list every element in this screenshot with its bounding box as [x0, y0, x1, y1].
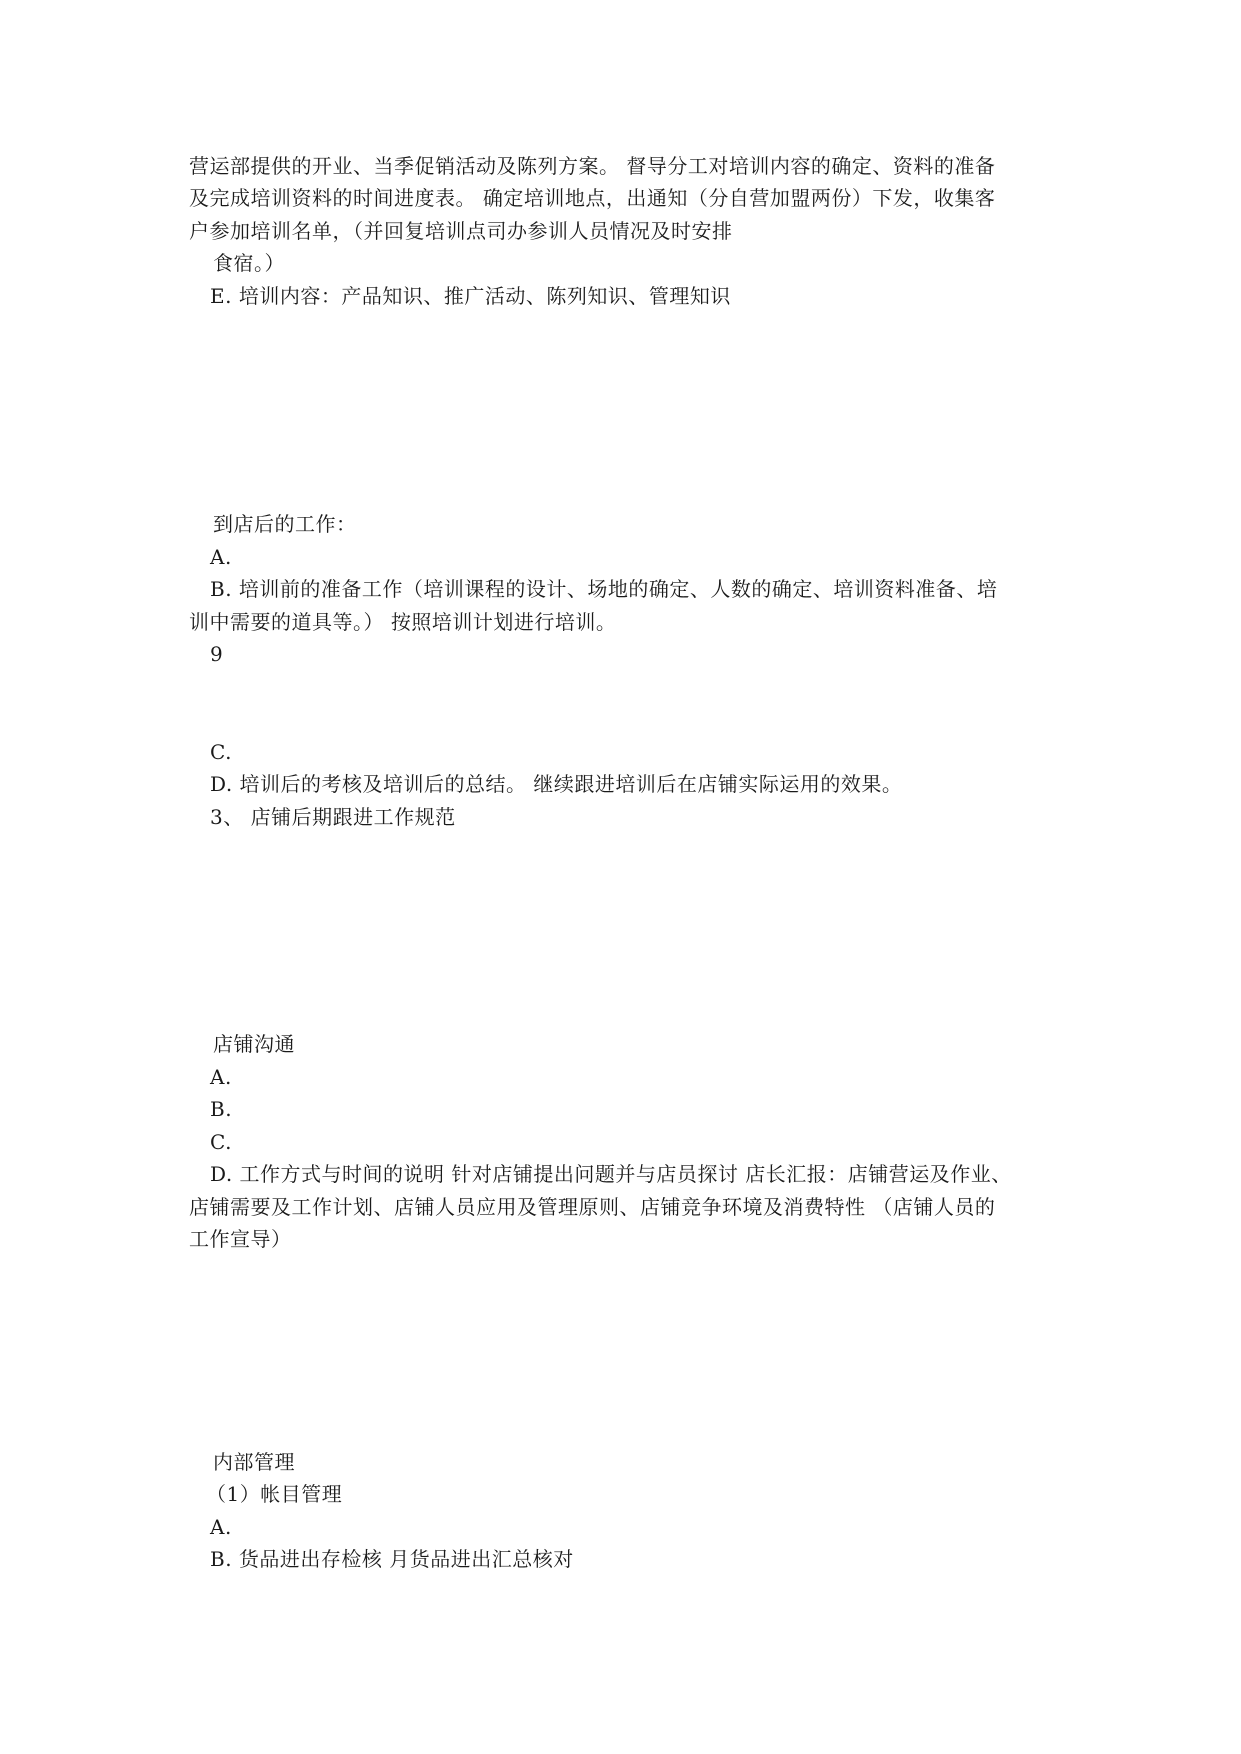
list-item-b: B. [210, 1097, 233, 1121]
text-line: 工作宣导） [189, 1227, 292, 1251]
list-item-d: D. 培训后的考核及培训后的总结。 继续跟进培训后在店铺实际运用的效果。 [210, 772, 903, 796]
section-heading: 内部管理 [213, 1450, 295, 1474]
section-heading: 店铺沟通 [213, 1032, 295, 1056]
text-line: 店铺需要及工作计划、店铺人员应用及管理原则、店铺竞争环境及消费特性 （店铺人员的 [189, 1195, 996, 1219]
list-item-c: C. [210, 740, 232, 764]
section-heading: 到店后的工作： [213, 512, 357, 536]
list-item-c: C. [210, 1130, 232, 1154]
list-item-b: B. 培训前的准备工作（培训课程的设计、场地的确定、人数的确定、培训资料准备、培 [210, 577, 998, 601]
list-item-e: E. 培训内容：产品知识、推广活动、陈列知识、管理知识 [210, 284, 731, 308]
list-item-b: B. 货品进出存检核 月货品进出汇总核对 [210, 1547, 574, 1571]
text-line: 营运部提供的开业、当季促销活动及陈列方案。 督导分工对培训内容的确定、资料的准备 [189, 154, 996, 178]
text-line: 户参加培训名单，（并回复培训点司办参训人员情况及时安排 [189, 219, 733, 243]
subsection-heading: （1）帐目管理 [206, 1482, 343, 1506]
text-line: 及完成培训资料的时间进度表。 确定培训地点，出通知（分自营加盟两份）下发，收集客 [189, 186, 996, 210]
list-item-a: A. [210, 1065, 232, 1089]
text-line: 训中需要的道具等。） 按照培训计划进行培训。 [189, 610, 617, 634]
list-item-a: A. [210, 545, 232, 569]
section-heading: 3、 店铺后期跟进工作规范 [210, 805, 456, 829]
page-number: 9 [210, 642, 224, 666]
list-item-a: A. [210, 1515, 232, 1539]
list-item-d: D. 工作方式与时间的说明 针对店铺提出问题并与店员探讨 店长汇报：店铺营运及作业、 [210, 1162, 1012, 1186]
text-line: 食宿。） [213, 251, 285, 275]
